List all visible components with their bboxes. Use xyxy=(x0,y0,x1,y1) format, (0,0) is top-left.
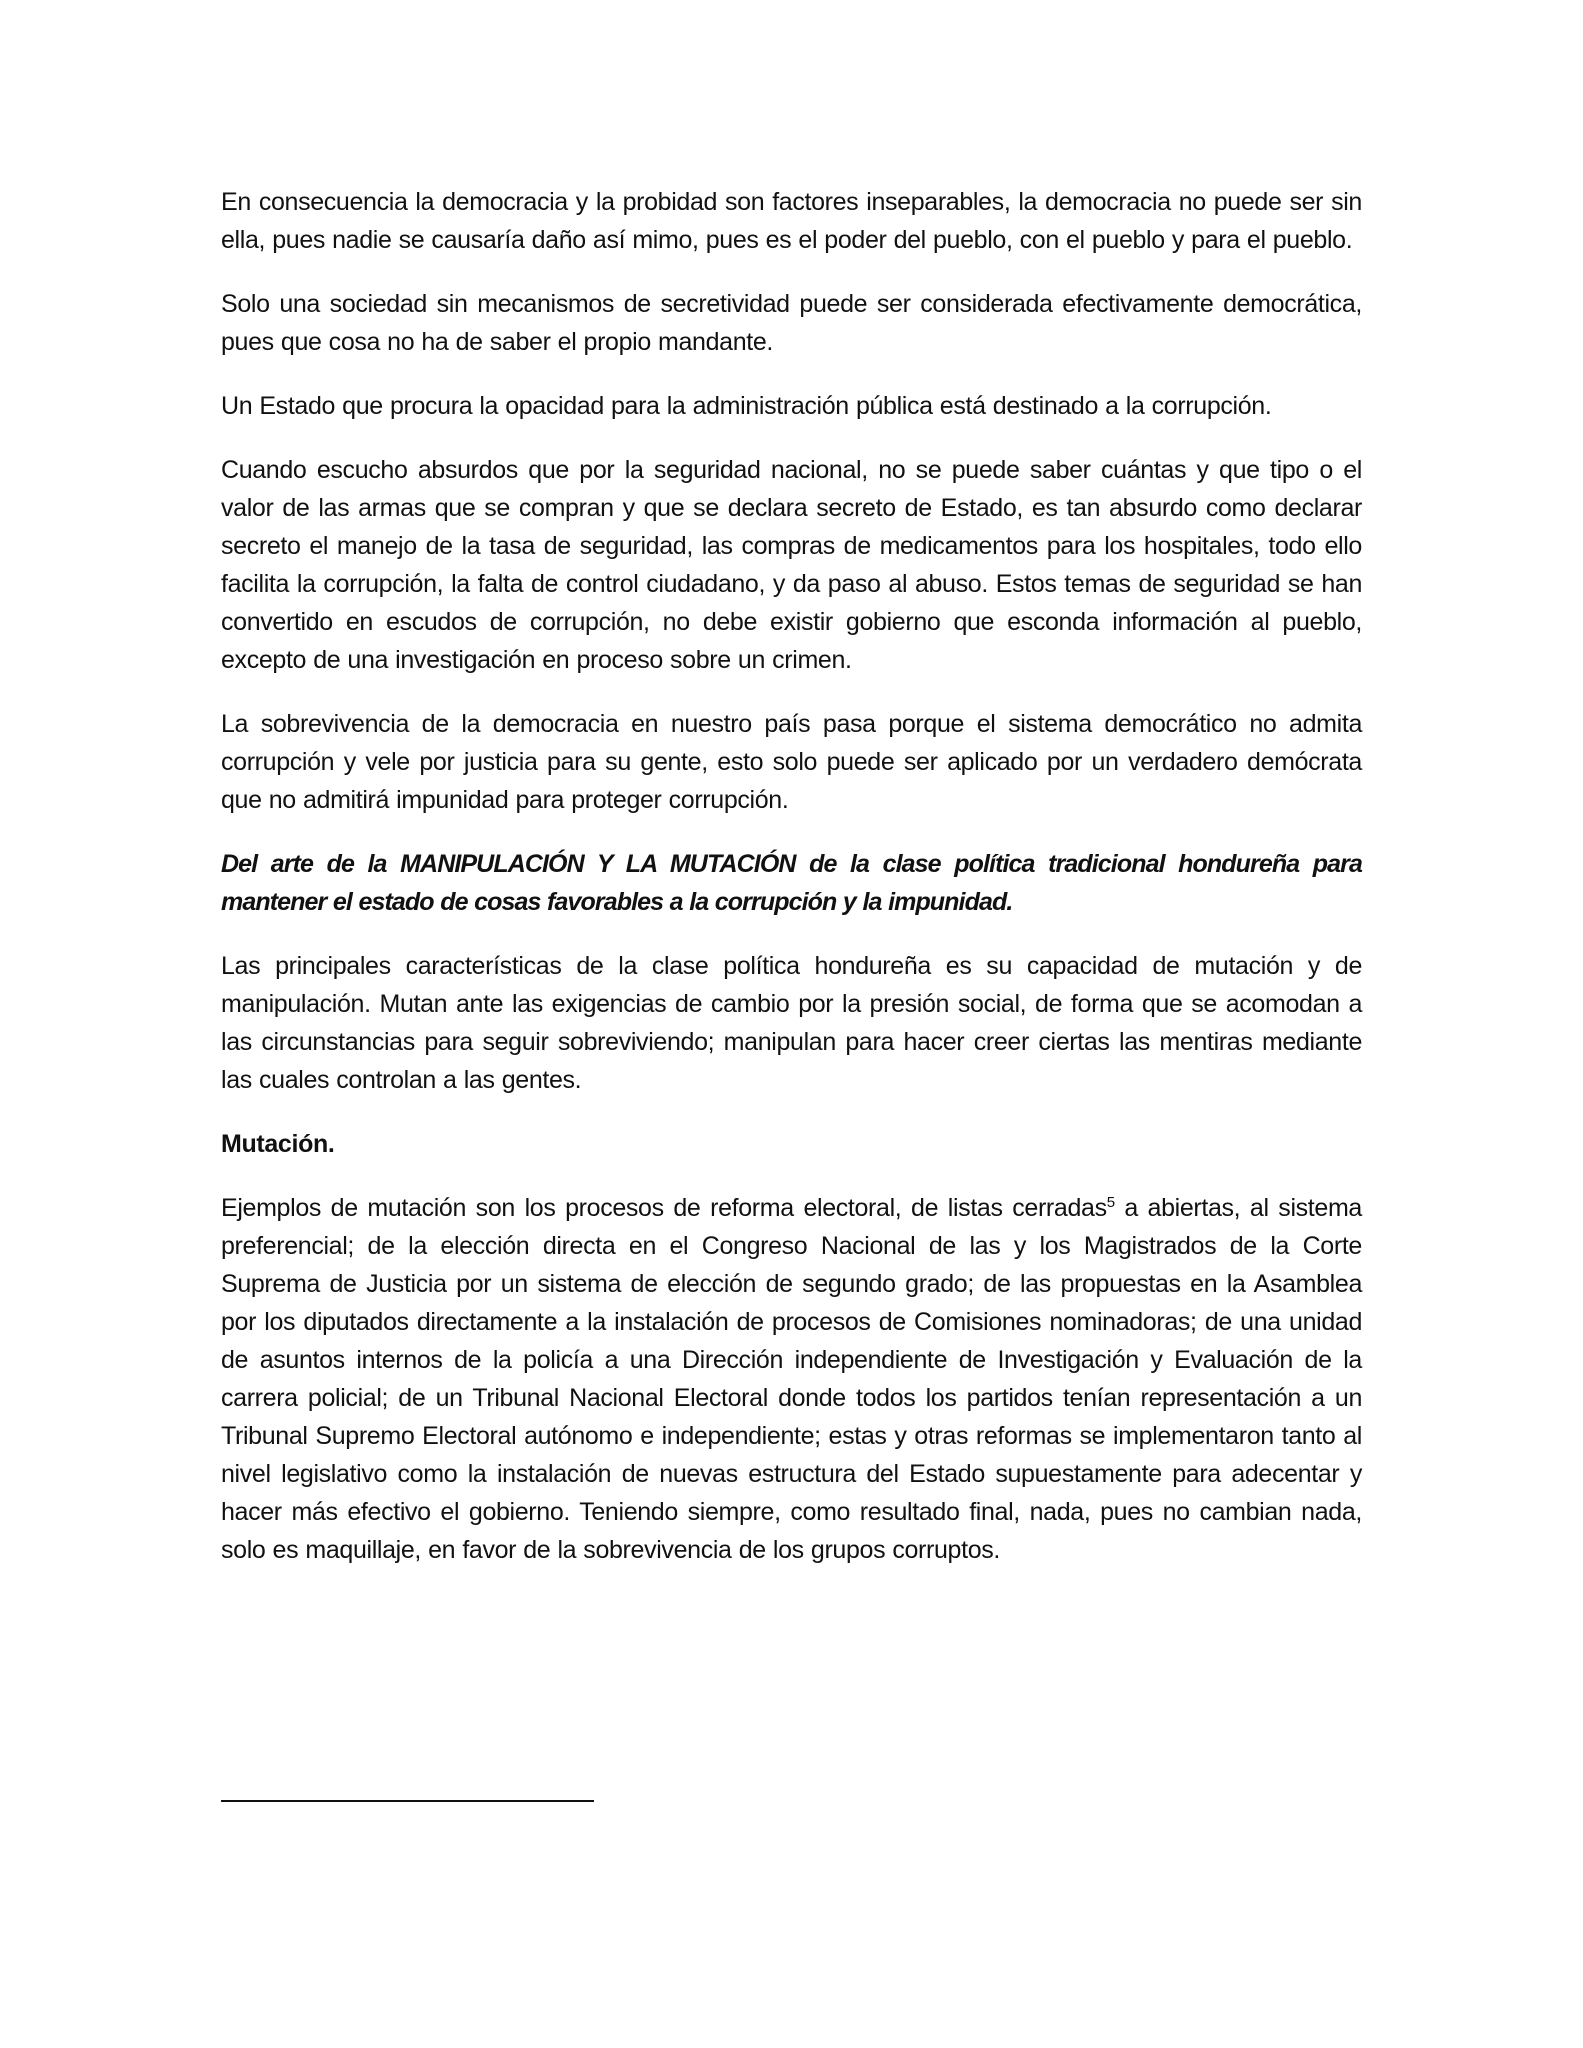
paragraph-mutation-examples xyxy=(221,1189,1362,1569)
paragraph-democracy-survival: La sobrevivencia de la democracia en nuestro país pasa porque el sistema democrático no admita corrupción y vele por justicia para su gente, esto solo puede ser aplicado por un verdadero demócrata que no admitirá impunidad para proteger corrupción. xyxy=(221,710,1362,814)
footnote-reference[interactable]: 5 xyxy=(1106,1194,1115,1211)
subheading-mutation: Mutación. xyxy=(221,1130,335,1158)
paragraph-political-class: Las principales características de la clase política hondureña es su capacidad de mutación y de manipulación. Mutan ante las exigencias de cambio por la presión social, de forma que se acomodan a las circunstancias para seguir sobreviviendo; manipulan para hacer creer ciertas las mentiras mediante las cuales controlan a las gentes. xyxy=(221,952,1362,1094)
section-heading-manipulation-mutation: Del arte de la MANIPULACIÓN Y LA MUTACIÓN de la clase política tradicional hondureña para mantener el estado de cosas favorables a la corrupción y la impunidad. xyxy=(221,850,1362,916)
paragraph-text-before-footnote: Ejemplos de mutación son los procesos de reforma electoral, de listas cerradas xyxy=(221,1194,1107,1222)
paragraph-text-after-footnote: a abiertas, al sistema preferencial; de la elección directa en el Congreso Nacional de las y los Magistrados de la Corte Suprema de Justicia por un sistema de elección de segundo grado; de las propuestas en la Asamblea por los diputados directamente a la instalación de procesos de Comisiones nominadoras; de una unidad de asuntos internos de la policía a una Dirección independiente de Investigación y Evaluación de la carrera policial; de un Tribunal Nacional Electoral donde todos los partidos tenían representación a un Tribunal Supremo Electoral autónomo e independiente; estas y otras reformas se implementaron tanto al nivel legislativo como la instalación de nuevas estructura del Estado supuestamente para adecentar y hacer más efectivo el gobierno. Teniendo siempre, como resultado final, nada, pues no cambian nada, solo es maquillaje, en favor de la sobrevivencia de los grupos corruptos. xyxy=(221,1194,1362,1564)
paragraph-national-security: Cuando escucho absurdos que por la seguridad nacional, no se puede saber cuántas y que tipo o el valor de las armas que se compran y que se declara secreto de Estado, es tan absurdo como declarar secreto el manejo de la tasa de seguridad, las compras de medicamentos para los hospitales, todo ello facilita la corrupción, la falta de control ciudadano, y da paso al abuso. Estos temas de seguridad se han convertido en escudos de corrupción, no debe existir gobierno que esconda información al pueblo, excepto de una investigación en proceso sobre un crimen. xyxy=(221,456,1362,674)
paragraph-opacity: Un Estado que procura la opacidad para la administración pública está destinado a la corrupción. xyxy=(221,392,1272,420)
document-page xyxy=(221,183,1362,1595)
paragraph-secrecy: Solo una sociedad sin mecanismos de secretividad puede ser considerada efectivamente democrática, pues que cosa no ha de saber el propio mandante. xyxy=(221,290,1362,356)
paragraph-democracy-probity: En consecuencia la democracia y la probidad son factores inseparables, la democracia no puede ser sin ella, pues nadie se causaría daño así mimo, pues es el poder del pueblo, con el pueblo y para el pueblo. xyxy=(221,188,1362,254)
footnote-separator xyxy=(221,1800,594,1802)
